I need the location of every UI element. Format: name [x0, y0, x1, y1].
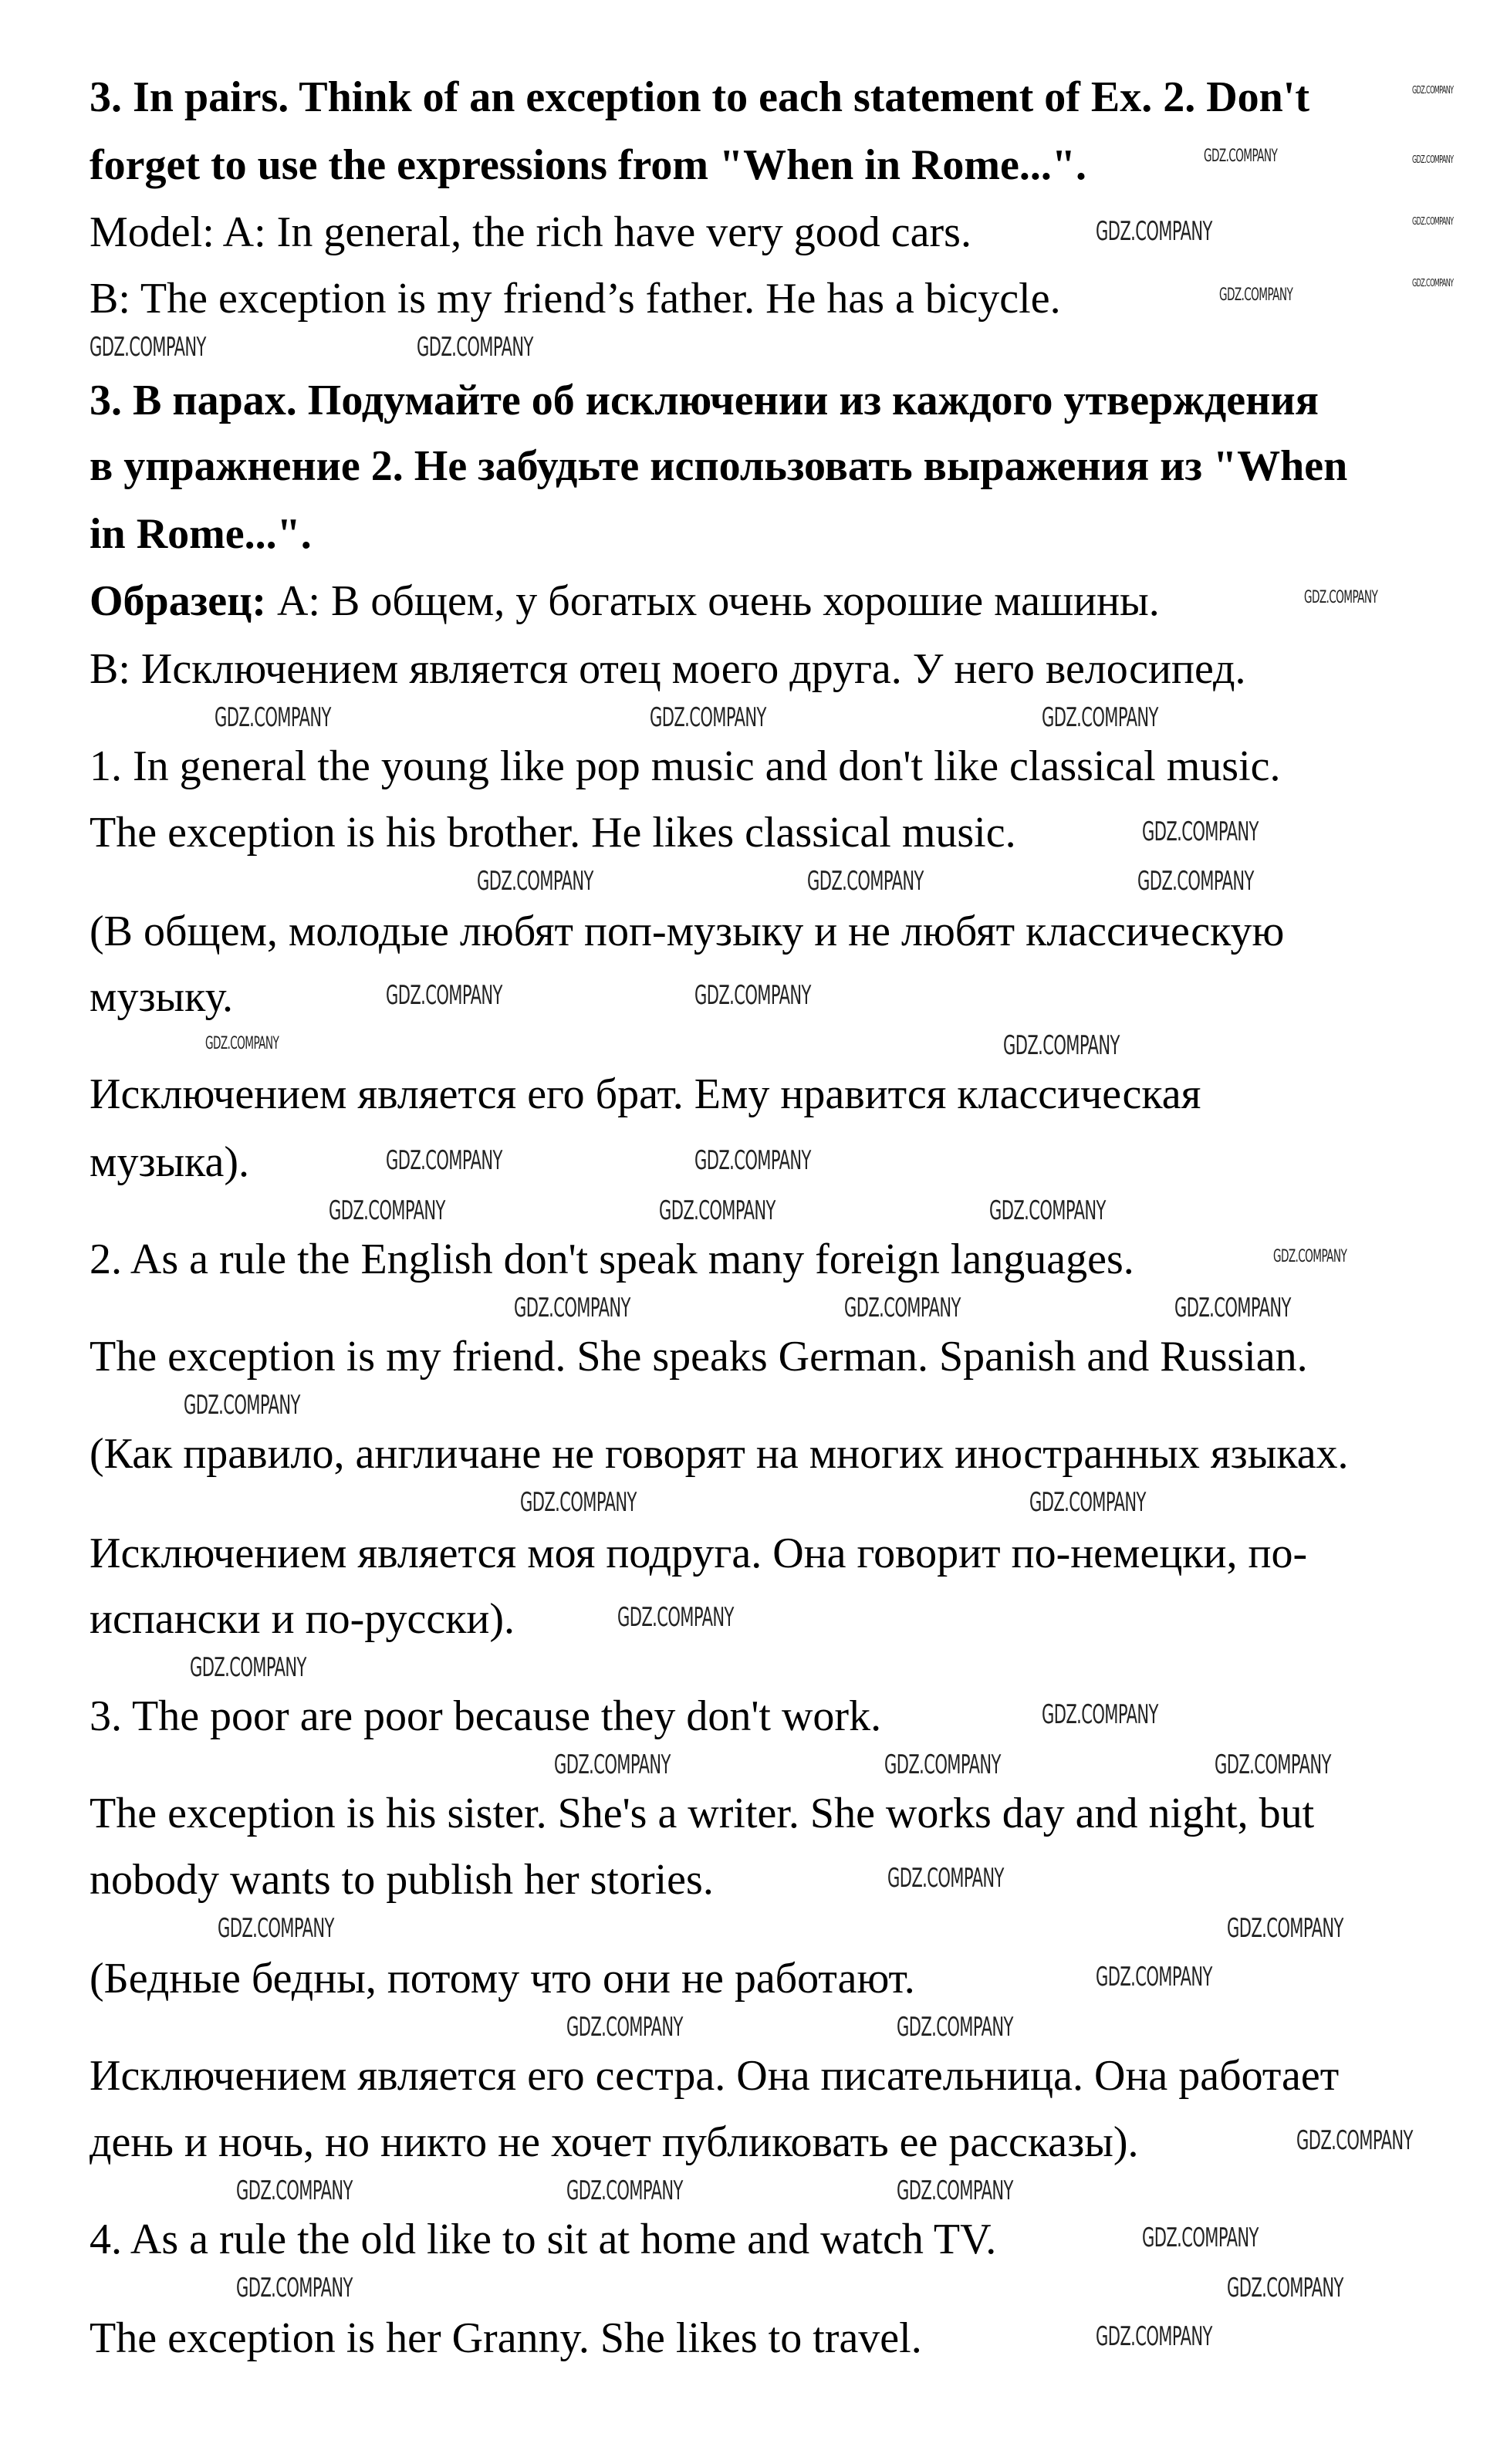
watermark: GDZ.COMPANY — [1137, 866, 1254, 897]
watermark: GDZ.COMPANY — [329, 1195, 445, 1226]
watermark: GDZ.COMPANY — [90, 332, 206, 363]
watermark: GDZ.COMPANY — [1304, 588, 1378, 607]
task-en-heading-line2: forget to use the expressions from "When in Rome...". — [90, 141, 1086, 189]
answer-en-line: The exception is my friend. She speaks German. Spanish and Russian. — [90, 1333, 1308, 1381]
answer-en-line: The exception is her Granny. She likes to travel. — [90, 2314, 922, 2362]
watermark: GDZ.COMPANY — [1174, 1293, 1291, 1323]
model-label: Образец: — [90, 577, 266, 625]
task-ru-heading-line1: 3. В парах. Подумайте об исключении из каждого утверждения — [90, 377, 1319, 424]
task-en-heading-line1: 3. In pairs. Think of an exception to each statement of Ex. 2. Don't — [90, 73, 1310, 121]
answer-ru-line: музыка). — [90, 1138, 250, 1186]
watermark: GDZ.COMPANY — [1096, 216, 1212, 247]
watermark: GDZ.COMPANY — [1412, 154, 1454, 166]
watermark: GDZ.COMPANY — [236, 2273, 353, 2303]
answer-en-line: 4. As a rule the old like to sit at home and watch TV. — [90, 2216, 997, 2263]
watermark: GDZ.COMPANY — [554, 1749, 671, 1780]
answer-en-line: 3. The poor are poor because they don't work. — [90, 1692, 882, 1740]
answer-en-line: 1. In general the young like pop music and don't like classical music. — [90, 742, 1281, 790]
answer-ru-line: Исключением является его сестра. Она писательница. Она работает — [90, 2052, 1340, 2100]
answer-ru-line: Исключением является его брат. Ему нравится классическая — [90, 1070, 1201, 1118]
watermark: GDZ.COMPANY — [190, 1652, 306, 1683]
watermark: GDZ.COMPANY — [1215, 1749, 1331, 1780]
task-en-model-a: Model: A: In general, the rich have very good cars. — [90, 208, 971, 256]
watermark: GDZ.COMPANY — [897, 2012, 1013, 2043]
answer-ru-line: день и ночь, но никто не хочет публиковать ее рассказы). — [90, 2118, 1139, 2166]
watermark: GDZ.COMPANY — [1412, 278, 1454, 289]
watermark: GDZ.COMPANY — [1219, 286, 1293, 305]
watermark: GDZ.COMPANY — [566, 2012, 683, 2043]
model-a-text: А: В общем, у богатых очень хорошие машины. — [265, 577, 1160, 625]
watermark: GDZ.COMPANY — [897, 2175, 1013, 2206]
watermark: GDZ.COMPANY — [1003, 1030, 1120, 1061]
watermark: GDZ.COMPANY — [1227, 2273, 1343, 2303]
watermark: GDZ.COMPANY — [650, 702, 766, 733]
watermark: GDZ.COMPANY — [884, 1749, 1001, 1780]
task-ru-heading-line3: in Rome...". — [90, 510, 312, 558]
answer-ru-line: музыку. — [90, 973, 233, 1021]
watermark: GDZ.COMPANY — [1042, 702, 1158, 733]
watermark: GDZ.COMPANY — [236, 2175, 353, 2206]
answer-en-line: nobody wants to publish her stories. — [90, 1856, 714, 1904]
watermark: GDZ.COMPANY — [1412, 85, 1454, 96]
answer-ru-line: Исключением является моя подруга. Она говорит по-немецки, по- — [90, 1529, 1308, 1577]
watermark: GDZ.COMPANY — [386, 1145, 502, 1176]
watermark: GDZ.COMPANY — [1096, 2321, 1212, 2352]
answer-en-line: The exception is his brother. He likes classical music. — [90, 809, 1016, 857]
answer-en-line: 2. As a rule the English don't speak many foreign languages. — [90, 1235, 1134, 1283]
watermark: GDZ.COMPANY — [1273, 1247, 1347, 1266]
answer-ru-line: (Бедные бедны, потому что они не работают. — [90, 1955, 915, 2003]
watermark: GDZ.COMPANY — [659, 1195, 775, 1226]
watermark: GDZ.COMPANY — [215, 702, 331, 733]
task-en-model-b: B: The exception is my friend’s father. He has a bicycle. — [90, 275, 1061, 323]
answer-ru-line: (В общем, молодые любят поп-музыку и не любят классическую — [90, 908, 1285, 955]
answer-ru-line: (Как правило, англичане не говорят на многих иностранных языках. — [90, 1430, 1349, 1478]
watermark: GDZ.COMPANY — [844, 1293, 961, 1323]
watermark: GDZ.COMPANY — [218, 1913, 334, 1944]
watermark: GDZ.COMPANY — [694, 1145, 811, 1176]
watermark: GDZ.COMPANY — [477, 866, 593, 897]
watermark: GDZ.COMPANY — [807, 866, 924, 897]
answer-en-line: The exception is his sister. She's a writer. She works day and night, but — [90, 1790, 1315, 1837]
watermark: GDZ.COMPANY — [184, 1390, 300, 1421]
watermark: GDZ.COMPANY — [1204, 147, 1278, 166]
watermark: GDZ.COMPANY — [386, 980, 502, 1011]
watermark: GDZ.COMPANY — [1029, 1487, 1146, 1518]
watermark: GDZ.COMPANY — [514, 1293, 630, 1323]
task-ru-heading-line2: в упражнение 2. Не забудьте использовать выражения из "When — [90, 442, 1348, 490]
watermark: GDZ.COMPANY — [617, 1602, 734, 1633]
watermark: GDZ.COMPANY — [1142, 816, 1259, 847]
watermark: GDZ.COMPANY — [1096, 1962, 1212, 1992]
watermark: GDZ.COMPANY — [417, 332, 533, 363]
watermark: GDZ.COMPANY — [989, 1195, 1106, 1226]
watermark: GDZ.COMPANY — [1296, 2125, 1413, 2156]
watermark: GDZ.COMPANY — [1142, 2222, 1259, 2253]
watermark: GDZ.COMPANY — [1042, 1699, 1158, 1730]
watermark: GDZ.COMPANY — [887, 1863, 1004, 1894]
answer-ru-line: испански и по-русски). — [90, 1595, 515, 1643]
watermark: GDZ.COMPANY — [566, 2175, 683, 2206]
watermark: GDZ.COMPANY — [694, 980, 811, 1011]
watermark: GDZ.COMPANY — [205, 1034, 279, 1053]
watermark: GDZ.COMPANY — [520, 1487, 637, 1518]
watermark: GDZ.COMPANY — [1412, 216, 1454, 228]
task-ru-model-b: В: Исключением является отец моего друга. У него велосипед. — [90, 645, 1246, 693]
task-ru-model-a — [90, 576, 1160, 626]
watermark: GDZ.COMPANY — [1227, 1913, 1343, 1944]
